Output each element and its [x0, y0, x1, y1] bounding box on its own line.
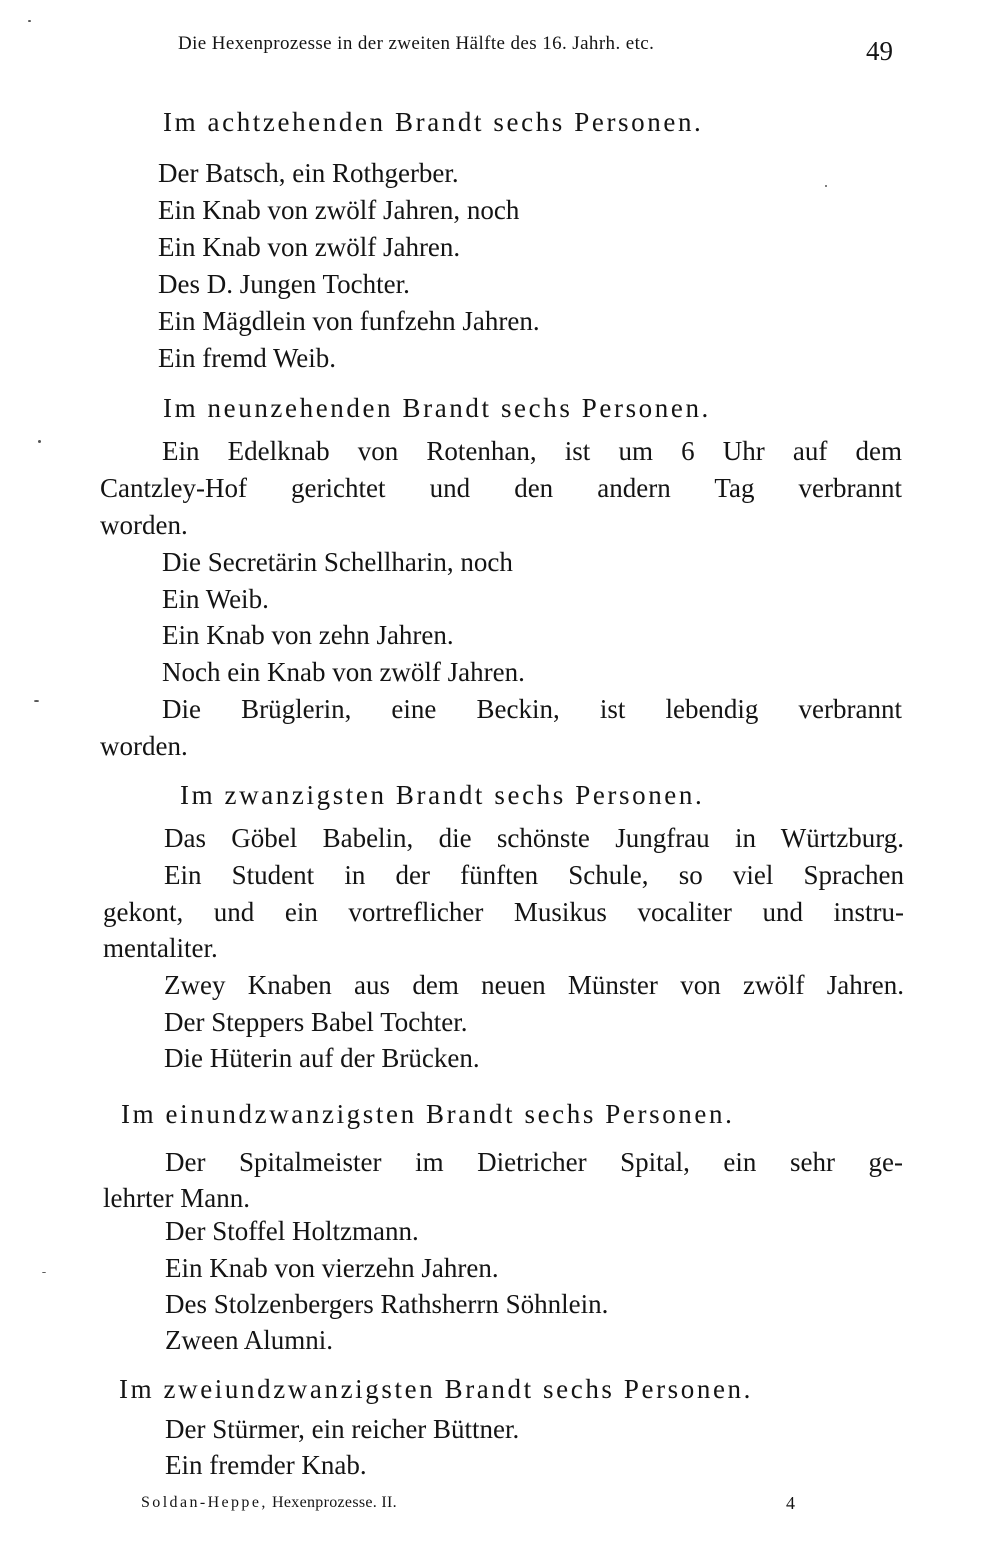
list-item: Ein Knab von zwölf Jahren. — [158, 232, 461, 262]
list-item: Der Stürmer, ein reicher Büttner. — [165, 1414, 520, 1444]
list-item: Die Brüglerin, eine Beckin, ist lebendig verbrannt — [162, 694, 902, 724]
list-item: worden. — [100, 731, 188, 761]
list-item: Der Steppers Babel Tochter. — [164, 1007, 468, 1037]
list-item: Ein Knab von zwölf Jahren, noch — [158, 195, 520, 225]
list-item: Ein Weib. — [162, 584, 269, 614]
list-item: Cantzley-Hof gerichtet und den andern Tag verbrannt — [100, 473, 902, 503]
list-item: Ein Mägdlein von funfzehn Jahren. — [158, 306, 540, 336]
list-item: gekont, und ein vortreflicher Musikus vocaliter und instru- — [103, 897, 904, 927]
list-item: Der Spitalmeister im Dietricher Spital, ein sehr ge- — [165, 1147, 903, 1177]
scan-speck — [28, 20, 31, 22]
section-heading-22: Im zweiundzwanzigsten Brandt sechs Personen. — [119, 1374, 754, 1404]
section-heading-20: Im zwanzigsten Brandt sechs Personen. — [180, 780, 705, 810]
signature-mark: 4 — [786, 1493, 795, 1513]
list-item: Der Batsch, ein Rothgerber. — [158, 158, 459, 188]
list-item: Noch ein Knab von zwölf Jahren. — [162, 657, 525, 687]
scan-speck — [38, 440, 41, 443]
list-item: Zwey Knaben aus dem neuen Münster von zwölf Jahren. — [164, 970, 904, 1000]
list-item: Ein Knab von vierzehn Jahren. — [165, 1253, 499, 1283]
list-item: Die Hüterin auf der Brücken. — [164, 1043, 480, 1073]
list-item: Des Stolzenbergers Rathsherrn Söhnlein. — [165, 1289, 609, 1319]
running-head: Die Hexenprozesse in der zweiten Hälfte des 16. Jahrh. etc. — [178, 33, 655, 54]
page-number: 49 — [866, 36, 893, 66]
list-item: Ein Edelknab von Rotenhan, ist um 6 Uhr auf dem — [162, 436, 902, 466]
scan-speck — [34, 700, 39, 702]
list-item: Zween Alumni. — [165, 1325, 333, 1355]
scan-speck — [42, 1272, 46, 1273]
section-heading-18: Im achtzehenden Brandt sechs Personen. — [163, 107, 704, 137]
list-item: Ein fremd Weib. — [158, 343, 337, 373]
section-heading-19: Im neunzehenden Brandt sechs Personen. — [163, 393, 711, 423]
section-heading-21: Im einundzwanzigsten Brandt sechs Personen. — [121, 1099, 735, 1129]
list-item: worden. — [100, 510, 188, 540]
list-item: Ein fremder Knab. — [165, 1450, 367, 1480]
list-item: Ein Student in der fünften Schule, so viel Sprachen — [164, 860, 904, 890]
footer-citation — [141, 1494, 397, 1512]
scan-speck — [825, 185, 827, 187]
list-item: Ein Knab von zehn Jahren. — [162, 620, 454, 650]
list-item: lehrter Mann. — [103, 1183, 250, 1213]
footer-title: Hexenprozesse. II. — [272, 1494, 397, 1511]
list-item: Des D. Jungen Tochter. — [158, 269, 410, 299]
list-item: Das Göbel Babelin, die schönste Jungfrau in Würtzburg. — [164, 823, 904, 853]
list-item: mentaliter. — [103, 933, 218, 963]
list-item: Der Stoffel Holtzmann. — [165, 1216, 419, 1246]
footer-author: Soldan-Heppe, — [141, 1494, 268, 1511]
list-item: Die Secretärin Schellharin, noch — [162, 547, 513, 577]
